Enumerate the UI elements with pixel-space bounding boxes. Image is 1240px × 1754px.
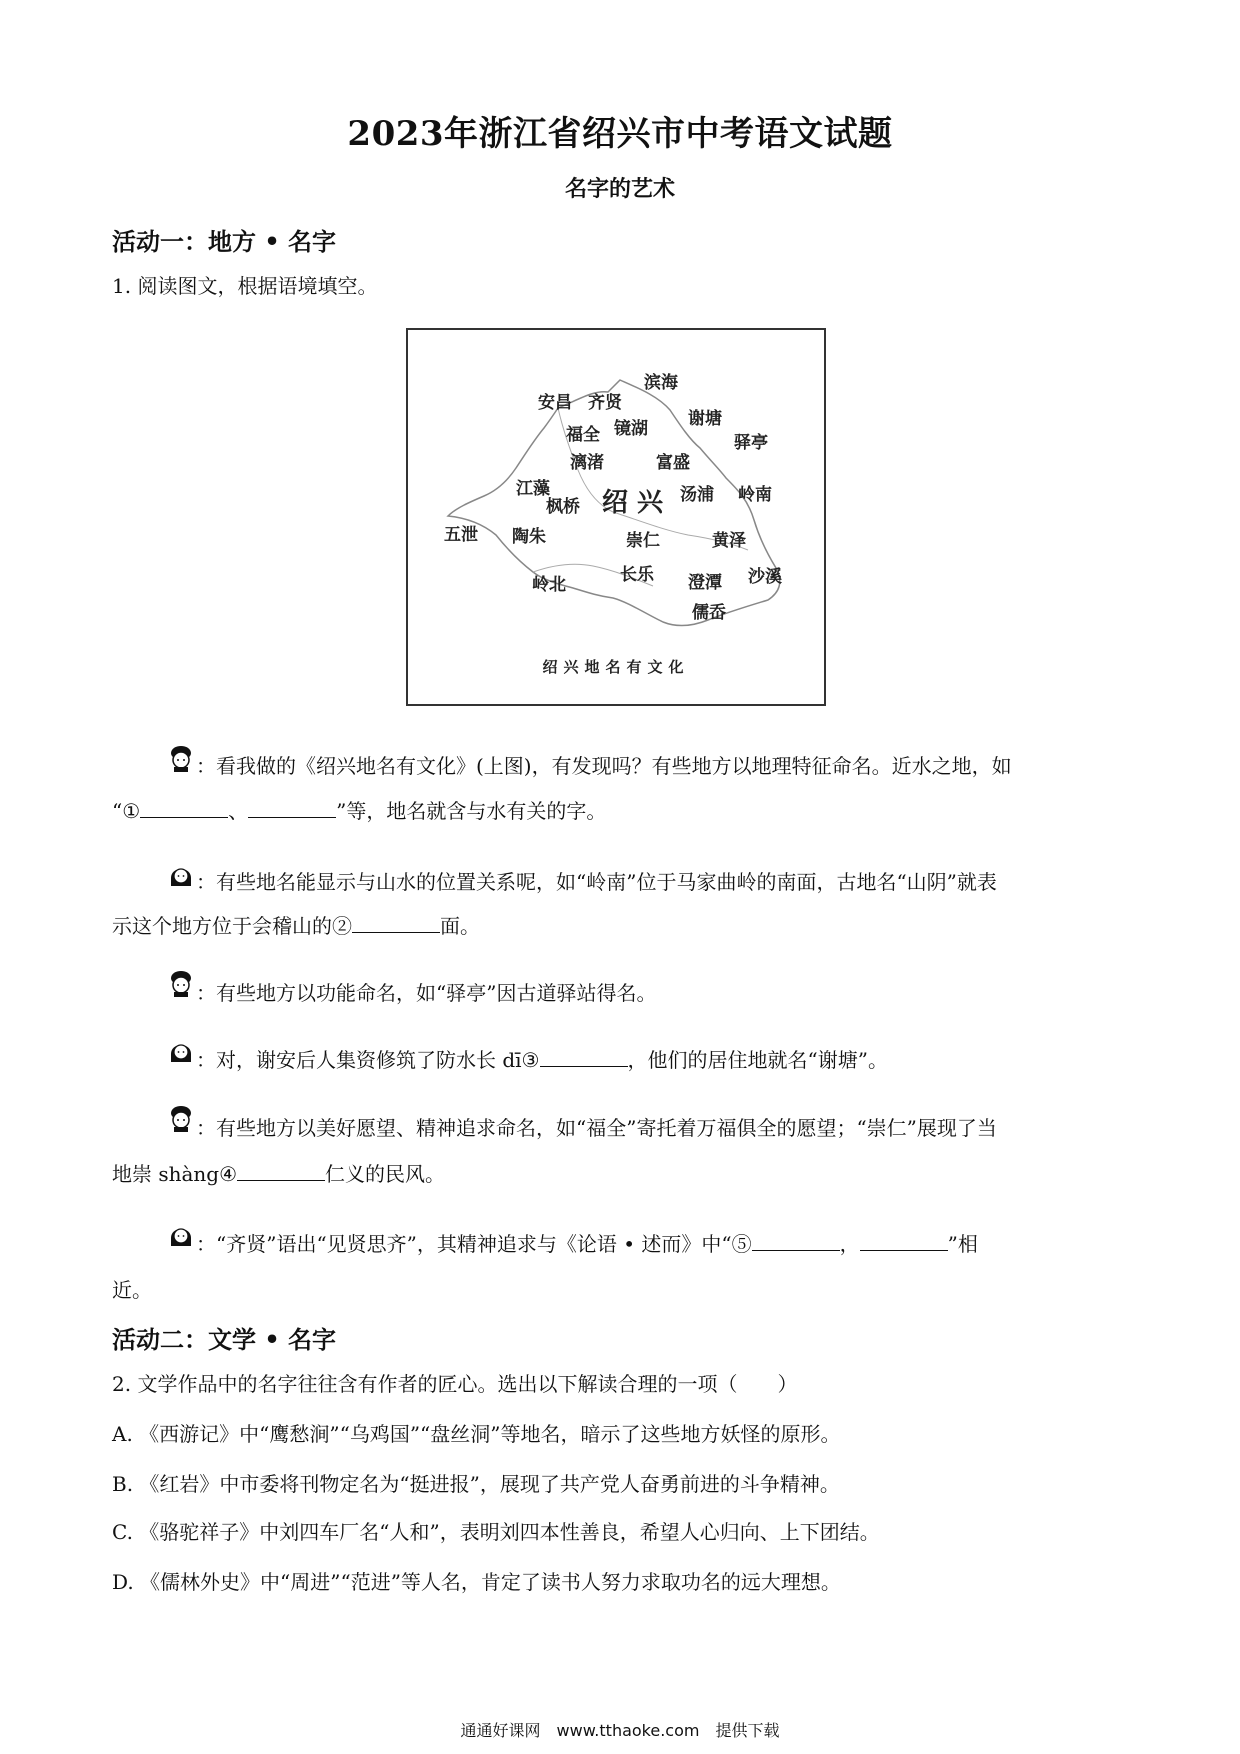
map-place: 岭北 (532, 575, 566, 595)
dialogue-text: ”等，地名就含与水有关的字。 (336, 799, 607, 823)
page-footer: 通通好课网 www.tthaoke.com 提供下载 (460, 1721, 780, 1740)
map-place: 澄潭 (688, 573, 722, 593)
question-2: 2. 文学作品中的名字往往含有作者的匠心。选出以下解读合理的一项（ ） (112, 1372, 798, 1396)
dialogue-3-line-1: ：有些地方以功能命名，如“驿亭”因古道驿站得名。 (196, 981, 657, 1005)
map-place: 儒岙 (692, 603, 726, 623)
dialogue-4-line-1 (196, 1046, 888, 1074)
activity1-heading: 活动一：地方 • 名字 (112, 227, 337, 256)
dialogue-text: 、 (228, 799, 249, 823)
shaoxing-map-figure (406, 328, 826, 706)
dialogue-text: ：对，谢安后人集资修筑了防水长 dī③ (196, 1048, 540, 1072)
dialogue-text: ，他们的居住地就名“谢塘”。 (627, 1048, 888, 1072)
dialogue-text: “① (112, 799, 141, 823)
map-place: 陶朱 (512, 527, 546, 547)
girl-avatar-icon (166, 1220, 196, 1250)
map-place: 沙溪 (748, 567, 782, 587)
map-caption: 绍兴地名有文化 (542, 658, 690, 676)
map-place: 黄泽 (712, 531, 746, 551)
option-a[interactable]: A. 《西游记》中“鹰愁涧”“乌鸡国”“盘丝洞”等地名，暗示了这些地方妖怪的原形。 (112, 1422, 841, 1446)
dialogue-6-line-2: 近。 (112, 1278, 152, 1302)
map-place: 镜湖 (614, 419, 648, 439)
map-place: 岭南 (738, 485, 772, 505)
map-place: 崇仁 (626, 531, 660, 551)
map-place: 枫桥 (546, 497, 580, 517)
map-place: 漓渚 (570, 453, 604, 473)
answer-blank-5b[interactable] (860, 1230, 948, 1251)
dialogue-text: 面。 (440, 914, 480, 938)
map-place: 福全 (566, 425, 600, 445)
map-place: 安昌 (538, 393, 572, 413)
boy-avatar-icon (166, 743, 196, 773)
dialogue-5-line-2 (112, 1160, 445, 1188)
dialogue-1-line-2 (112, 797, 606, 825)
map-place: 江藻 (516, 479, 550, 499)
answer-blank-5a[interactable] (752, 1230, 840, 1251)
dialogue-6-line-1 (196, 1230, 978, 1258)
map-place: 长乐 (620, 565, 654, 585)
question-1: 1. 阅读图文，根据语境填空。 (112, 274, 378, 298)
answer-blank-1a[interactable] (140, 797, 228, 818)
map-place: 齐贤 (588, 393, 622, 413)
option-b[interactable]: B. 《红岩》中市委将刊物定名为“挺进报”，展现了共产党人奋勇前进的斗争精神。 (112, 1472, 840, 1496)
boy-avatar-icon (166, 1103, 196, 1133)
answer-blank-2[interactable] (352, 912, 440, 933)
page-subtitle: 名字的艺术 (564, 176, 675, 202)
dialogue-2-line-2 (112, 912, 480, 940)
map-place: 滨海 (644, 373, 678, 393)
map-center-label: 绍 兴 (602, 488, 664, 518)
dialogue-text: 地崇 shàng④ (112, 1162, 238, 1186)
girl-avatar-icon (166, 1036, 196, 1066)
map-place: 驿亭 (734, 433, 768, 453)
activity2-heading: 活动二：文学 • 名字 (112, 1325, 337, 1354)
dialogue-text: 仁义的民风。 (325, 1162, 446, 1186)
option-c[interactable]: C. 《骆驼祥子》中刘四车厂名“人和”，表明刘四本性善良，希望人心归向、上下团结。 (112, 1520, 880, 1544)
answer-blank-1b[interactable] (248, 797, 336, 818)
page-title: 2023年浙江省绍兴市中考语文试题 (347, 114, 893, 154)
map-place: 五泄 (444, 525, 478, 545)
dialogue-text: ”相 (947, 1232, 978, 1256)
map-place: 富盛 (656, 453, 690, 473)
answer-blank-4[interactable] (237, 1160, 325, 1181)
map-place: 谢塘 (688, 409, 722, 429)
option-d[interactable]: D. 《儒林外史》中“周进”“范进”等人名，肯定了读书人努力求取功名的远大理想。 (112, 1570, 841, 1594)
girl-avatar-icon (166, 860, 196, 890)
dialogue-text: ， (839, 1232, 860, 1256)
map-place: 汤浦 (680, 485, 714, 505)
answer-blank-3[interactable] (540, 1046, 628, 1067)
dialogue-5-line-1: ：有些地方以美好愿望、精神追求命名，如“福全”寄托着万福俱全的愿望；“崇仁”展现了当 (196, 1116, 997, 1140)
boy-avatar-icon (166, 968, 196, 998)
dialogue-1-line-1: ：看我做的《绍兴地名有文化》(上图)，有发现吗？有些地方以地理特征命名。近水之地，如 (196, 754, 1012, 778)
dialogue-text: 示这个地方位于会稽山的② (112, 914, 352, 938)
dialogue-text: ：“齐贤”语出“见贤思齐”，其精神追求与《论语 • 述而》中“⑤ (196, 1232, 752, 1256)
dialogue-2-line-1: ：有些地名能显示与山水的位置关系呢，如“岭南”位于马家曲岭的南面，古地名“山阴”就表 (196, 870, 997, 894)
